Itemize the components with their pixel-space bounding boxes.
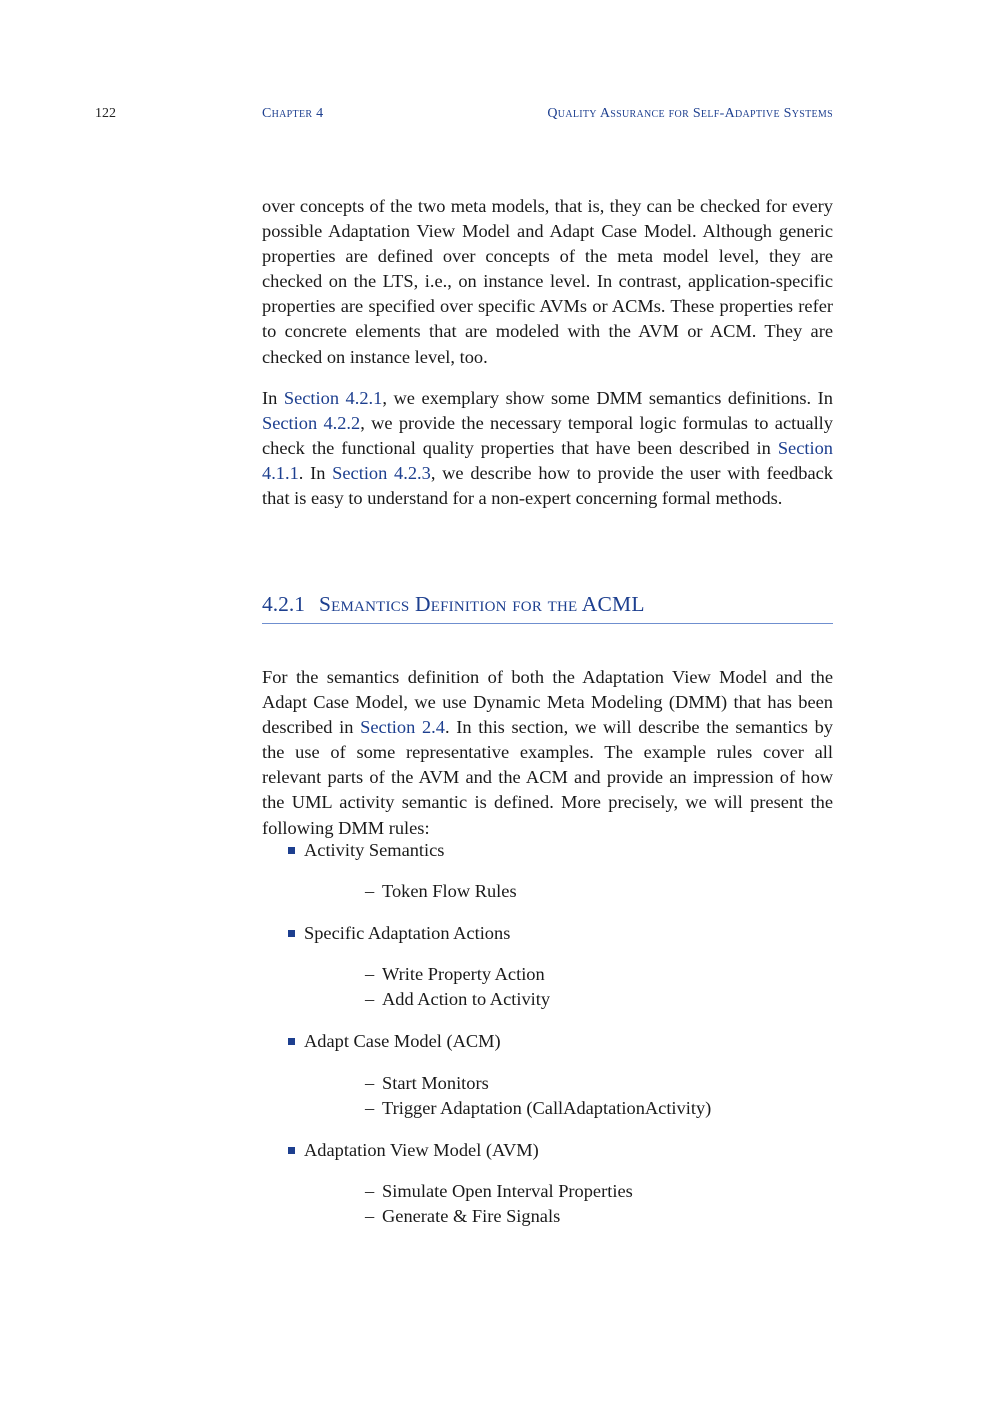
list-item-label: Adaptation View Model (AVM) xyxy=(304,1139,539,1160)
body-paragraph-2 xyxy=(262,386,833,511)
sub-list-item xyxy=(304,1071,833,1096)
dmm-rules-list xyxy=(262,838,833,1246)
sub-list-item-label: Token Flow Rules xyxy=(382,881,517,902)
text-run: For the semantics definition of both the Adaptation View Model and the Adapt Case Model, we use Dynamic Meta Modeling (DMM) that has been described in xyxy=(262,667,833,738)
paragraph-text xyxy=(262,665,833,841)
paragraph-text: over concepts of the two meta models, that is, they can be checked for every possible Adaptation View Model and Adapt Case Model. Although generic properties are defined over concepts of the meta model level, they are checked on the LTS, i.e., on instance level. In contrast, application-specific properties are specified over specific AVMs or ACMs. These properties refer to concrete elements that are modeled with the AVM or ACM. They are checked on instance level, too. xyxy=(262,196,833,367)
section-title: Semantics Definition for the ACML xyxy=(319,592,645,616)
sub-list-item xyxy=(304,962,833,987)
dash-bullet-icon: – xyxy=(365,881,375,902)
square-bullet-icon xyxy=(288,1147,295,1154)
list-item-label: Adapt Case Model (ACM) xyxy=(304,1031,501,1052)
sub-list-item xyxy=(304,987,833,1012)
sub-list-item xyxy=(304,879,833,904)
text-run: , we exemplary show some DMM semantics definitions. In xyxy=(382,388,834,408)
square-bullet-icon xyxy=(288,930,295,937)
dash-bullet-icon: – xyxy=(365,1205,375,1226)
sub-list xyxy=(304,1179,833,1229)
section-heading xyxy=(262,592,833,624)
running-title: Quality Assurance for Self-Adaptive Systems xyxy=(547,106,833,121)
section-2-4-link[interactable]: Section 2.4 xyxy=(360,717,445,738)
dash-bullet-icon: – xyxy=(365,964,375,985)
list-item xyxy=(262,1138,833,1229)
sub-list-item-label: Start Monitors xyxy=(382,1072,489,1093)
dash-bullet-icon: – xyxy=(365,1180,375,1201)
sub-list xyxy=(304,962,833,1012)
section-4-2-1-link[interactable]: Section 4.2.1 xyxy=(283,388,383,408)
text-run: , we provide the necessary temporal logic formulas to actually check the functional quality properties that have been described in xyxy=(262,413,833,459)
list-item-label: Specific Adaptation Actions xyxy=(304,923,511,944)
dash-bullet-icon: – xyxy=(365,1097,375,1118)
sub-list-item-label: Simulate Open Interval Properties xyxy=(382,1180,633,1201)
text-run: , we describe how to provide the user with feedback that is easy to understand for a non-expert concerning formal methods. xyxy=(262,463,833,509)
text-run: . In xyxy=(298,463,333,484)
chapter-label: Chapter 4 xyxy=(262,106,324,121)
sub-list xyxy=(304,1071,833,1121)
list-item-label: Activity Semantics xyxy=(304,840,445,860)
section-number: 4.2.1 xyxy=(262,592,305,616)
square-bullet-icon xyxy=(288,847,295,854)
sub-list-item-label: Generate & Fire Signals xyxy=(382,1205,561,1226)
sub-list-item xyxy=(304,1179,833,1204)
square-bullet-icon xyxy=(288,1038,295,1045)
list-item xyxy=(262,921,833,1012)
list-item xyxy=(262,838,833,904)
text-run: . In this section, we will describe the semantics by the use of some representative examples. The example rules cover all relevant parts of the AVM and the ACM and provide an impression of how the UML activity semantic is defined. More precisely, we will present the following DMM rules: xyxy=(262,717,834,838)
text-run: In xyxy=(262,388,284,408)
page-header xyxy=(0,106,1000,126)
body-paragraph-1 xyxy=(262,194,833,370)
page-number: 122 xyxy=(95,106,116,121)
list-item xyxy=(262,1029,833,1120)
paragraph-text xyxy=(262,386,833,511)
sub-list-item-label: Trigger Adaptation (CallAdaptationActivity) xyxy=(382,1097,712,1118)
section-4-2-3-link[interactable]: Section 4.2.3 xyxy=(332,463,431,484)
sub-list xyxy=(304,879,833,904)
body-paragraph-3 xyxy=(262,665,833,841)
dash-bullet-icon: – xyxy=(365,989,375,1010)
section-4-1-1-link[interactable]: Section 4.1.1 xyxy=(262,438,833,484)
sub-list-item-label: Add Action to Activity xyxy=(382,989,551,1010)
dash-bullet-icon: – xyxy=(365,1072,375,1093)
sub-list-item xyxy=(304,1204,833,1229)
sub-list-item-label: Write Property Action xyxy=(382,964,545,985)
sub-list-item xyxy=(304,1096,833,1121)
section-4-2-2-link[interactable]: Section 4.2.2 xyxy=(262,413,361,434)
